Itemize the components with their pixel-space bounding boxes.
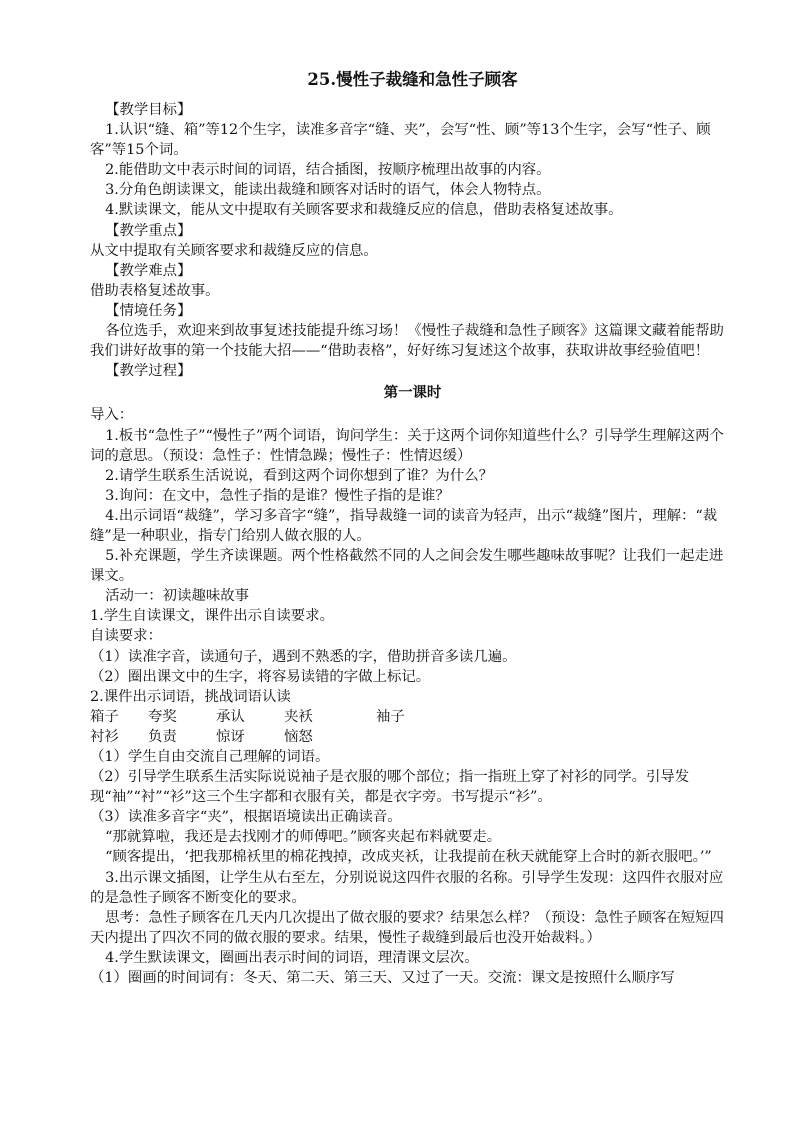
thinking-question: 思考：急性子顾客在几天内几次提出了做衣服的要求？结果怎么样？（预设：急性子顾客在短短四天内提出了四次不同的做衣服的要求。结果，慢性子裁缝到最后也没开始裁料。） — [90, 909, 724, 946]
activity-1-step-4: 4.学生默读课文，圈画出表示时间的词语，理清课文层次。 — [105, 949, 479, 966]
intro-label: 导入： — [90, 407, 134, 424]
document-title: 25.慢性子裁缝和急性子顾客 — [307, 70, 518, 89]
section-heading-objectives: 【教学目标】 — [105, 102, 192, 118]
vocab-task-1: （1）学生自由交流自己理解的词语。 — [90, 749, 330, 765]
section-heading-difficulties: 【教学难点】 — [105, 262, 192, 279]
self-reading-req-1: （1）读准字音，读通句子，遇到不熟悉的字，借助拼音多读几遍。 — [90, 648, 517, 665]
intro-step-4: 4.出示词语“裁缝”，学习多音字“缝”，指导裁缝一词的读音为轻声，出示“裁缝”图片，理解：“裁缝”是一种职业，指专门给别人做衣服的人。 — [90, 507, 718, 544]
intro-step-1: 1.板书“急性子”“慢性子”两个词语，询问学生：关于这两个词你知道些什么？引导学生理解这两个词的意思。（预设：急性子：性情急躁；慢性子：性情迟缓） — [90, 427, 724, 464]
objective-3: 3.分角色朗读课文，能读出裁缝和顾客对话时的语气，体会人物特点。 — [105, 182, 551, 199]
objective-2: 2.能借助文中表示时间的词语，结合插图，按顺序梳理出故事的内容。 — [105, 162, 551, 179]
intro-step-2: 2.请学生联系生活说说，看到这两个词你想到了谁？为什么？ — [105, 467, 493, 484]
vocab-word: 袖子 — [376, 708, 405, 725]
key-points-text: 从文中提取有关顾客要求和裁缝反应的信息。 — [90, 242, 378, 259]
vocab-word: 负责 — [148, 728, 177, 745]
difficulties-text: 借助表格复述故事。 — [90, 282, 220, 299]
activity-1-step-3: 3.出示课文插图，让学生从右至左，分别说说这四件衣服的名称。引导学生发现：这四件衣服对应的是急性子顾客不断变化的要求。 — [90, 869, 724, 906]
example-sentence-2: “顾客提出，‘把我那棉袄里的棉花拽掉，改成夹袄，让我提前在秋天就能穿上合时的新衣服吧。’” — [105, 849, 712, 866]
vocab-word: 箱子 — [90, 708, 119, 725]
activity-1-heading: 活动一：初读趣味故事 — [105, 588, 250, 605]
vocab-word: 夹袄 — [284, 708, 313, 725]
section-heading-process: 【教学过程】 — [105, 363, 192, 380]
vocab-task-3: （3）读准多音字“夹”，根据语境读出正确读音。 — [90, 809, 402, 826]
lesson-heading: 第一课时 — [383, 384, 442, 402]
vocab-word: 承认 — [216, 708, 245, 725]
vocab-row-2 — [90, 727, 735, 747]
document-page — [90, 68, 735, 988]
self-reading-req-2: （2）圈出课文中的生字，将容易读错的字做上标记。 — [90, 668, 431, 685]
activity-1-step-1: 1.学生自读课文，课件出示自读要求。 — [90, 608, 334, 625]
vocab-word: 夸奖 — [148, 708, 177, 725]
self-reading-label: 自读要求： — [90, 628, 162, 645]
intro-step-5: 5.补充课题，学生齐读课题。两个性格截然不同的人之间会发生哪些趣味故事呢？让我们一起走进课文。 — [90, 548, 724, 585]
vocab-row-1 — [90, 707, 735, 727]
scenario-text: 各位选手，欢迎来到故事复述技能提升练习场！《慢性子裁缝和急性子顾客》这篇课文藏着能帮助我们讲好故事的第一个技能大招——“借助表格”，好好练习复述这个故事，获取讲故事经验值吧！ — [90, 323, 724, 360]
vocab-word: 惊讶 — [216, 728, 245, 745]
vocab-task-2: （2）引导学生联系生活实际说说袖子是衣服的哪个部位；指一指班上穿了衬衫的同学。引导发现“袖”“衬”“衫”这三个生字都和衣服有关，都是衣字旁。书写提示“衫”。 — [90, 769, 690, 806]
vocab-word: 恼怒 — [284, 728, 313, 745]
intro-step-3: 3.询问：在文中，急性子指的是谁？慢性子指的是谁？ — [105, 487, 450, 504]
example-sentence-1: “那就算啦，我还是去找刚才的师傅吧。”顾客夹起布料就要走。 — [105, 829, 502, 846]
objective-1: 1.认识“缝、箱”等12个生字，读准多音字“缝、夹”，会写“性、顾”等13个生字，会写“性子、顾客”等15个词。 — [90, 122, 711, 159]
section-heading-scenario: 【情境任务】 — [105, 302, 192, 319]
vocab-word: 衬衫 — [90, 728, 119, 745]
objective-4: 4.默读课文，能从文中提取有关顾客要求和裁缝反应的信息，借助表格复述故事。 — [105, 202, 623, 219]
time-words-task: （1）圈画的时间词有：冬天、第二天、第三天、又过了一天。交流：课文是按照什么顺序写 — [90, 970, 675, 987]
section-heading-key-points: 【教学重点】 — [105, 222, 192, 239]
activity-1-step-2: 2.课件出示词语，挑战词语认读 — [90, 688, 291, 705]
